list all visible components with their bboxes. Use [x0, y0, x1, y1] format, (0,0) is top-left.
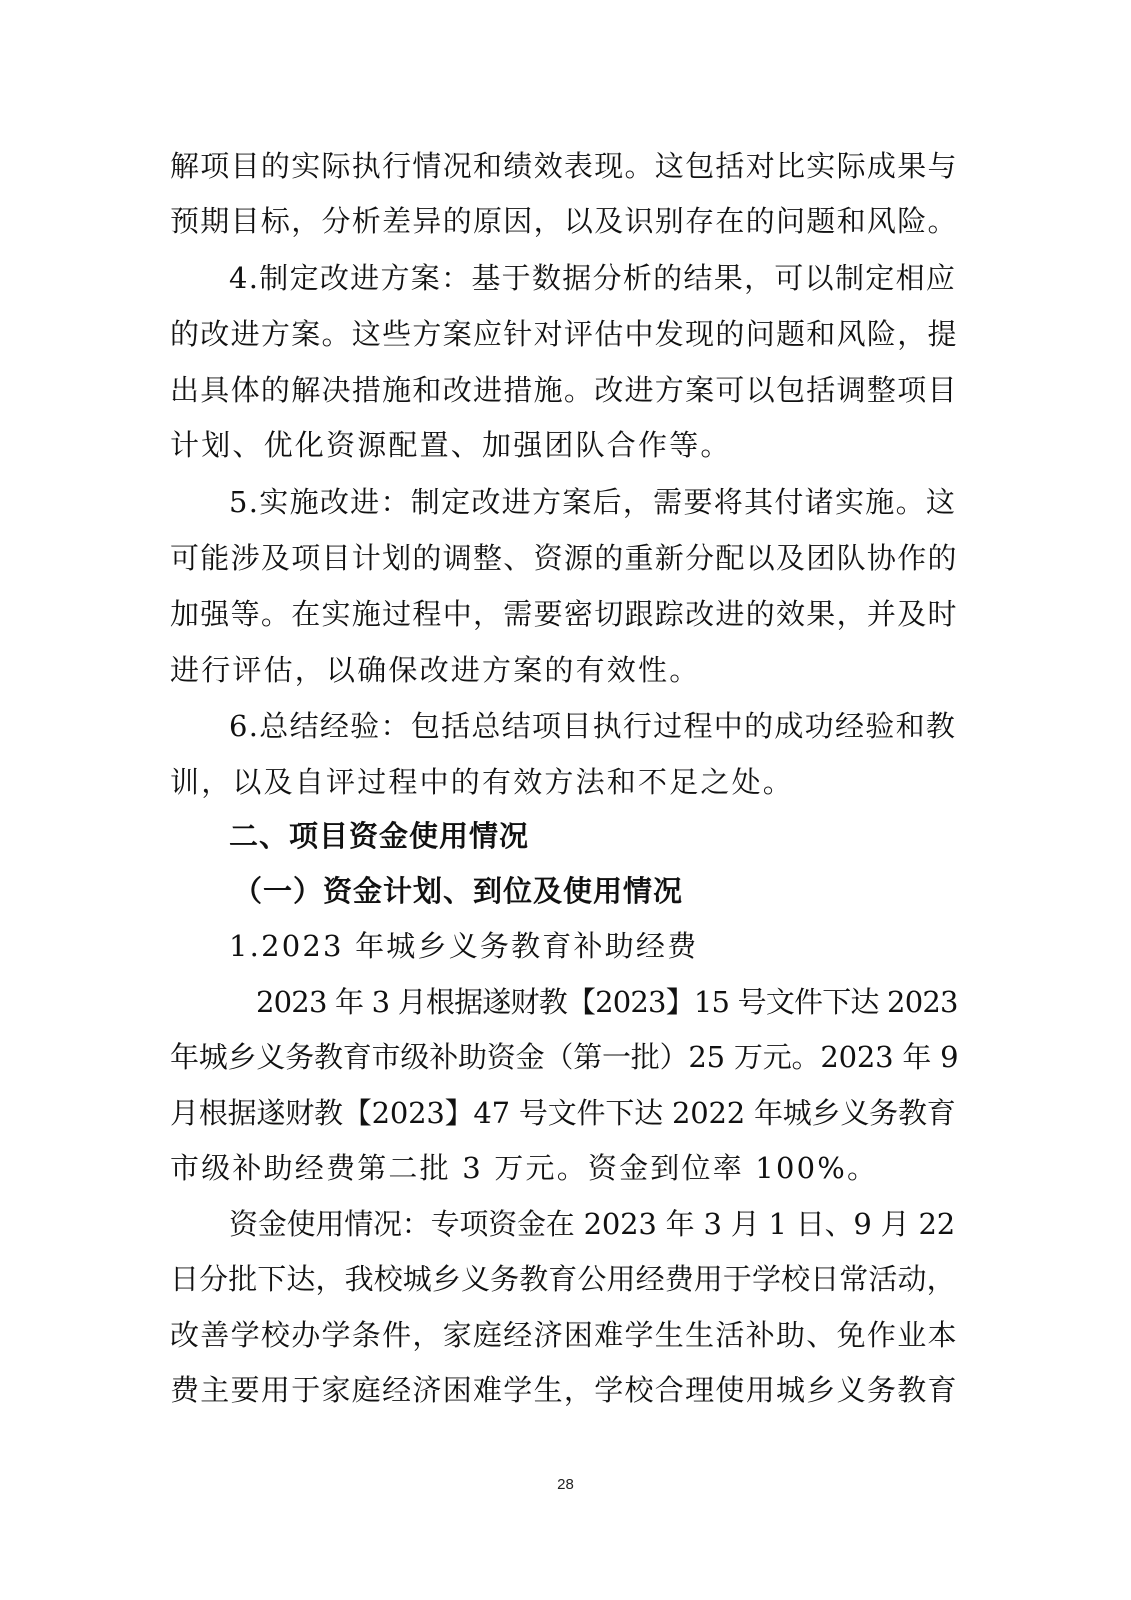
subsection-heading: （一）资金计划、到位及使用情况 [233, 874, 684, 908]
page-number: 28 [557, 1476, 574, 1493]
body-line-17: 年城乡义务教育市级补助资金（第一批）25 万元。2023 年 9 [170, 1040, 959, 1074]
body-line-20: 资金使用情况：专项资金在 2023 年 3 月 1 日、9 月 22 [229, 1207, 956, 1241]
body-line-2: 预期目标，分析差异的原因，以及识别存在的问题和风险。 [170, 204, 958, 238]
body-line-5: 出具体的解决措施和改进措施。改进方案可以包括调整项目 [170, 373, 958, 407]
body-line-4: 的改进方案。这些方案应针对评估中发现的问题和风险，提 [170, 317, 958, 351]
item-4-heading-line: 4.制定改进方案：基于数据分析的结果，可以制定相应 [229, 261, 957, 295]
item-6-heading-line: 6.总结经验：包括总结项目执行过程中的成功经验和教 [229, 709, 957, 743]
body-line-12: 训，以及自评过程中的有效方法和不足之处。 [170, 765, 795, 799]
body-line-22: 改善学校办学条件，家庭经济困难学生生活补助、免作业本 [170, 1318, 958, 1352]
section-heading: 二、项目资金使用情况 [229, 819, 530, 853]
body-line-19: 市级补助经费第二批 3 万元。资金到位率 100%。 [170, 1151, 879, 1185]
body-line-21: 日分批下达，我校城乡义务教育公用经费用于学校日常活动， [170, 1262, 956, 1296]
body-line-1: 解项目的实际执行情况和绩效表现。这包括对比实际成果与 [170, 149, 958, 183]
fund-item-title: 1.2023 年城乡义务教育补助经费 [229, 929, 699, 963]
body-line-16: 2023 年 3 月根据遂财教【2023】15 号文件下达 2023 [256, 985, 958, 1019]
body-line-8: 可能涉及项目计划的调整、资源的重新分配以及团队协作的 [170, 541, 958, 575]
item-5-heading-line: 5.实施改进：制定改进方案后，需要将其付诸实施。这 [229, 485, 957, 519]
body-line-23: 费主要用于家庭经济困难学生，学校合理使用城乡义务教育 [170, 1373, 958, 1407]
body-line-18: 月根据遂财教【2023】47 号文件下达 2022 年城乡义务教育 [170, 1096, 956, 1130]
body-line-6: 计划、优化资源配置、加强团队合作等。 [170, 428, 732, 462]
body-line-10: 进行评估，以确保改进方案的有效性。 [170, 653, 701, 687]
body-line-9: 加强等。在实施过程中，需要密切跟踪改进的效果，并及时 [170, 597, 958, 631]
